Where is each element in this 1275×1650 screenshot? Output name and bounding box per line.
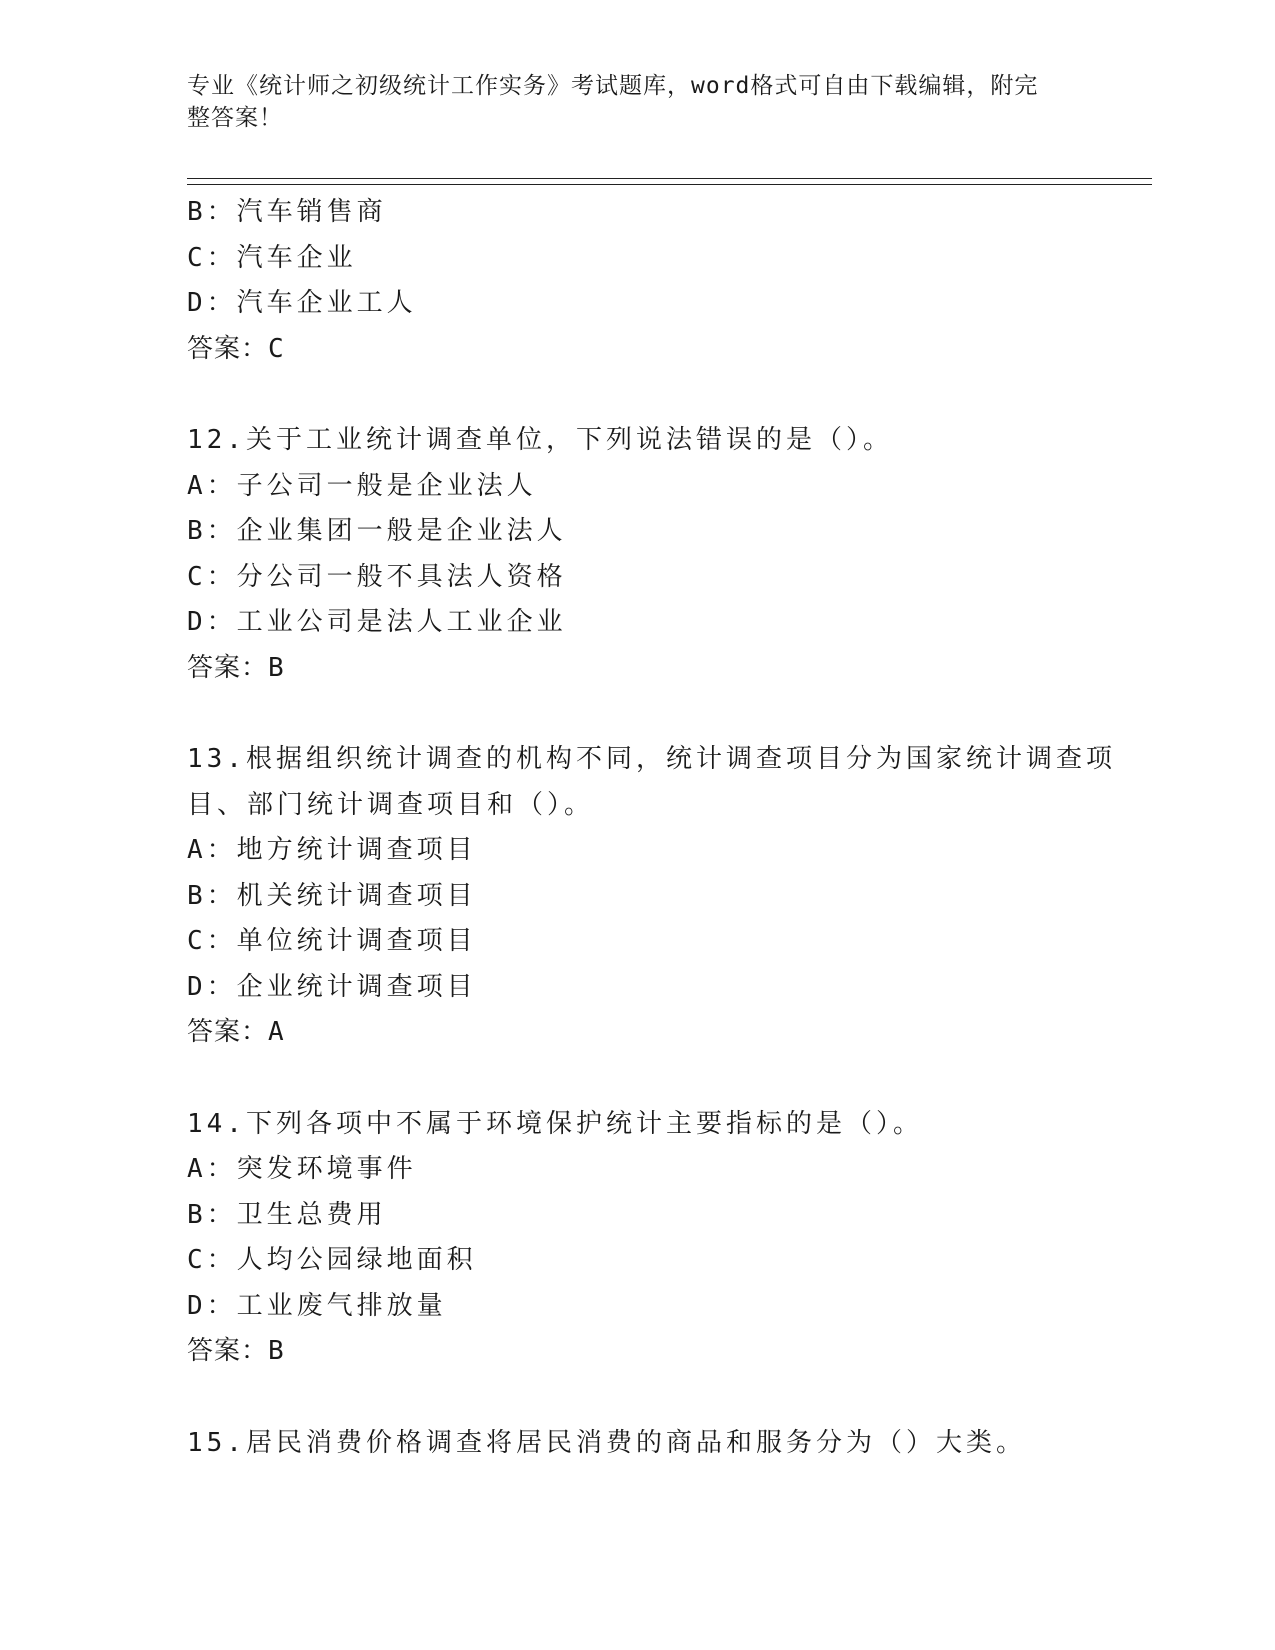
q12-question: 12.关于工业统计调查单位，下列说法错误的是（）。: [187, 425, 893, 455]
q13-question-line-2: 目、部门统计调查项目和（）。: [187, 789, 595, 820]
q14-answer-value: B: [268, 1336, 285, 1366]
q14-answer: [187, 1329, 1107, 1375]
q11-option-d: D：汽车企业工人: [187, 288, 417, 318]
q13-option-d: D：企业统计调查项目: [187, 971, 477, 1002]
q11-option-b: B：汽车销售商: [187, 197, 387, 227]
q15-question: 15.居民消费价格调查将居民消费的商品和服务分为（）大类。: [187, 1427, 1026, 1458]
question-list: [187, 190, 1116, 1466]
header-double-rule: [187, 178, 1152, 185]
q14-option-d: D：工业废气排放量: [187, 1290, 447, 1321]
question-11-block: [187, 190, 1107, 372]
q12-answer: [187, 646, 1107, 692]
question-15-block: [187, 1421, 1107, 1467]
question-13-block: [187, 737, 1116, 1056]
q12-answer-value: B: [268, 652, 285, 683]
page-header: [187, 70, 1067, 134]
question-12-block: [187, 418, 1107, 691]
q13-answer: [187, 1010, 1107, 1056]
q12-option-c: C：分公司一般不具法人资格: [187, 561, 567, 592]
q12-answer-label: 答案：: [187, 652, 269, 683]
q12-option-b: B：企业集团一般是企业法人: [187, 516, 567, 546]
header-line-1: 专业《统计师之初级统计工作实务》考试题库，word格式可自由下载编辑，附完: [187, 73, 1039, 99]
q13-option-c: C：单位统计调查项目: [187, 926, 477, 956]
spacer: [187, 1056, 1107, 1102]
q11-answer: [187, 327, 1107, 373]
q11-answer-label: 答案：: [187, 333, 269, 364]
q13-option-a: A：地方统计调查项目: [187, 835, 477, 865]
q13-question-line-1: 13.根据组织统计调查的机构不同，统计调查项目分为国家统计调查项: [187, 744, 1116, 774]
q11-answer-value: C: [268, 333, 285, 364]
q12-option-d: D：工业公司是法人工业企业: [187, 607, 567, 637]
spacer: [187, 1375, 1107, 1421]
q13-answer-label: 答案：: [187, 1017, 269, 1047]
q13-option-b: B：机关统计调查项目: [187, 880, 477, 911]
q14-option-a: A：突发环境事件: [187, 1154, 417, 1184]
q12-option-a: A：子公司一般是企业法人: [187, 470, 537, 501]
q14-option-b: B：卫生总费用: [187, 1199, 387, 1230]
spacer: [187, 691, 1107, 737]
q11-option-c: C：汽车企业: [187, 242, 357, 273]
spacer: [187, 372, 1107, 418]
q13-answer-value: A: [268, 1017, 285, 1047]
header-line-2: 整答案！: [187, 105, 283, 131]
q14-option-c: C：人均公园绿地面积: [187, 1245, 477, 1275]
question-14-block: [187, 1102, 1107, 1375]
q14-question: 14.下列各项中不属于环境保护统计主要指标的是（）。: [187, 1108, 923, 1139]
q14-answer-label: 答案：: [187, 1336, 269, 1366]
